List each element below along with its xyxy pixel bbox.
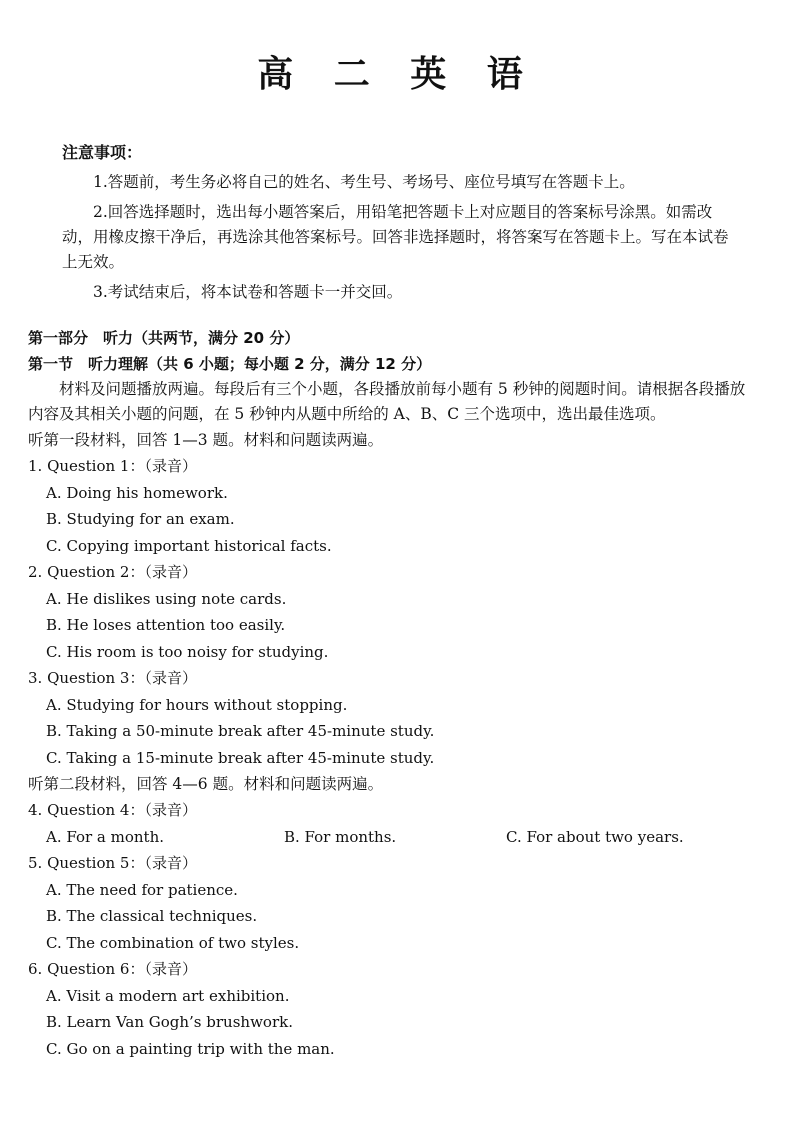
section-heading: 第一节 听力理解（共 6 小题；每小题 2 分，满分 12 分） xyxy=(28,355,432,373)
question-stem: 6. Question 6：（录音） xyxy=(28,960,197,978)
notice-item: 2.回答选择题时，选出每小题答案后，用铅笔把答题卡上对应题目的答案标号涂黑。如需改动，用橡皮擦干净后，再选涂其他答案标号。回答非选择题时，将答案写在答题卡上。写在本试卷上无效。 xyxy=(62,203,729,271)
notice-item: 3.考试结束后，将本试卷和答题卡一并交回。 xyxy=(93,283,403,301)
option: B. Taking a 50-minute break after 45-minute study. xyxy=(46,722,435,740)
option: B. For months. xyxy=(284,827,397,846)
question-stem: 3. Question 3：（录音） xyxy=(28,669,197,687)
option: A. He dislikes using note cards. xyxy=(46,589,287,608)
option: A. For a month. xyxy=(46,827,165,846)
option: C. Copying important historical facts. xyxy=(46,536,332,555)
part-listening xyxy=(28,325,758,1062)
option: C. The combination of two styles. xyxy=(46,933,300,952)
question-stem: 4. Question 4：（录音） xyxy=(28,801,197,819)
section-instructions: 材料及问题播放两遍。每段后有三个小题，各段播放前每小题有 5 秒钟的阅题时间。请根据各段播放内容及其相关小题的问题，在 5 秒钟内从题中所给的 A、B、C 三个选项中，选出最佳选项。 xyxy=(28,380,746,423)
question-stem: 1. Question 1：（录音） xyxy=(28,457,197,475)
segment-note: 听第一段材料，回答 1—3 题。材料和问题读两遍。 xyxy=(28,431,384,449)
option: B. Learn Van Gogh’s brushwork. xyxy=(46,1013,293,1031)
option: A. The need for patience. xyxy=(46,880,238,899)
option: C. Taking a 15-minute break after 45-minute study. xyxy=(46,748,435,767)
option: A. Studying for hours without stopping. xyxy=(46,695,348,714)
option: B. The classical techniques. xyxy=(46,907,258,925)
page-title: 高 二 英 语 xyxy=(257,54,537,95)
notice-heading: 注意事项： xyxy=(62,143,143,162)
option: A. Doing his homework. xyxy=(46,483,228,502)
question-stem: 5. Question 5：（录音） xyxy=(28,854,197,872)
question-stem: 2. Question 2：（录音） xyxy=(28,563,197,581)
option-row xyxy=(28,824,758,851)
option: B. Studying for an exam. xyxy=(46,510,235,528)
option: C. Go on a painting trip with the man. xyxy=(46,1039,335,1058)
option: C. His room is too noisy for studying. xyxy=(46,642,329,661)
part-heading: 第一部分 听力（共两节，满分 20 分） xyxy=(28,329,300,347)
option: A. Visit a modern art exhibition. xyxy=(46,986,290,1005)
segment-note: 听第二段材料，回答 4—6 题。材料和问题读两遍。 xyxy=(28,775,384,793)
option: C. For about two years. xyxy=(506,827,684,846)
option: B. He loses attention too easily. xyxy=(46,616,286,634)
notice-section xyxy=(62,142,742,310)
notice-item: 1.答题前，考生务必将自己的姓名、考生号、考场号、座位号填写在答题卡上。 xyxy=(93,173,635,191)
